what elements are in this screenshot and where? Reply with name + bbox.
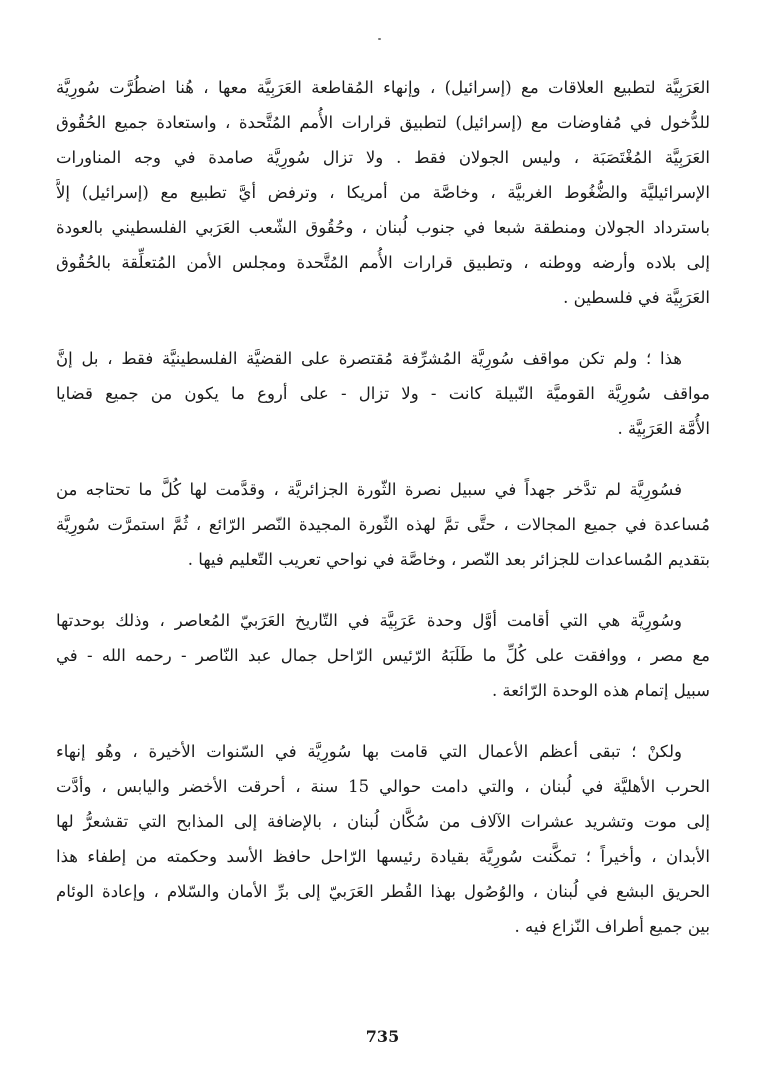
page-body [56, 70, 710, 970]
text-line: العَرَبِيَّة في فلسطين . [563, 288, 710, 307]
text-line: فسُورِيَّة لم تدَّخر جهداً في سبيل نصرة الثّورة الجزائريَّة ، وقدَّمت لها كُلَّ ما تحتاجه من [56, 480, 682, 499]
text-line: وسُورِيَّة هي التي أقامت أوَّل وحدة عَرَبِيَّة في التّاريخ العَرَبيّ المُعاصر ، وذلك بوحدتها [56, 611, 682, 630]
page-number: 735 [365, 1027, 400, 1046]
text-line: باسترداد الجولان ومنطقة شبعا في جنوب لُبنان ، وحُقُوق الشّعب العَرَبي الفلسطيني بالعودة [56, 218, 710, 237]
text-line: الحرب الأهليَّة في لُبنان ، والتي دامت حوالي 15 سنة ، أحرقت الأخضر واليابس ، وأدَّت [56, 777, 710, 796]
text-line: سبيل إتمام هذه الوحدة الرّائعة . [491, 681, 710, 700]
text-line: الأبدان ، وأخيراً ؛ تمكَّنت سُورِيَّة بقيادة رئيسها الرّاحل حافظ الأسد وحكمته من إطفاء هذا [56, 847, 710, 866]
text-line: العَرَبِيَّة المُغْتَصَبَة ، وليس الجولان فقط . ولا تزال سُورِيَّة صامدة في وجه المناورات [56, 148, 710, 167]
text-line: ولكنْ ؛ تبقى أعظم الأعمال التي قامت بها سُورِيَّة في السّنوات الأخيرة ، وهُو إنهاء [56, 742, 682, 761]
text-line: هذا ؛ ولم تكن مواقف سُورِيَّة المُشرِّفة مُقتصرة على القضيَّة الفلسطينيَّة فقط ، بل إنَّ [56, 349, 682, 368]
scan-dot [378, 38, 381, 40]
text-line: مُساعدة في جميع المجالات ، حتَّى تمَّ لهذه الثّورة المجيدة النّصر الرّائع ، ثُمَّ استمرَّت سُورِيَّة [56, 515, 710, 534]
paragraph-1 [56, 70, 710, 315]
paragraph-5 [56, 734, 710, 944]
paragraph-2 [56, 341, 710, 446]
text-line: إلى بلاده وأرضه ووطنه ، وتطبيق قرارات الأُمم المُتَّحدة ومجلس الأمن المُتعلِّقة بالحُقُوق [56, 253, 710, 272]
text-line: العَرَبِيَّة لتطبيع العلاقات مع (إسرائيل) ، وإنهاء المُقاطعة العَرَبِيَّة معها ، هُنا اضطُرَّت سُورِيَّة [56, 78, 710, 97]
text-line: بين جميع أطراف النّزاع فيه . [514, 917, 710, 936]
paragraph-3 [56, 472, 710, 577]
paragraph-4 [56, 603, 710, 708]
text-line: بتقديم المُساعدات للجزائر بعد النّصر ، وخاصَّة في نواحي تعريب التّعليم فيها . [187, 550, 710, 569]
text-line: الحريق البشع في لُبنان ، والوُصُول بهذا القُطر العَرَبيّ إلى برِّ الأمان والسّلام ، وإعادة الوئام [56, 882, 710, 901]
text-line: الأُمَّة العَرَبِيَّة . [617, 419, 710, 438]
text-line: الإسرائيليَّة والضُّغُوط الغربيَّة ، وخاصَّة من أمريكا ، وترفض أيَّ تطبيع مع (إسرائيل) إلاَّ [56, 183, 710, 202]
text-line: مع مصر ، ووافقت على كُلِّ ما طَلَبَهُ الرّئيس الرّاحل جمال عبد النّاصر - رحمه الله - في [56, 646, 710, 665]
text-line: للدُّخول في مُفاوضات مع (إسرائيل) لتطبيق قرارات الأُمم المُتَّحدة ، واستعادة جميع الحُقُوق [56, 113, 710, 132]
text-line: إلى موت وتشريد عشرات الآلاف من سُكَّان لُبنان ، بالإضافة إلى المذابح التي تقشعرُّ لها [56, 812, 710, 831]
text-line: مواقف سُورِيَّة القوميَّة النّبيلة كانت - ولا تزال - على أروع ما يكون من جميع قضايا [56, 384, 710, 403]
